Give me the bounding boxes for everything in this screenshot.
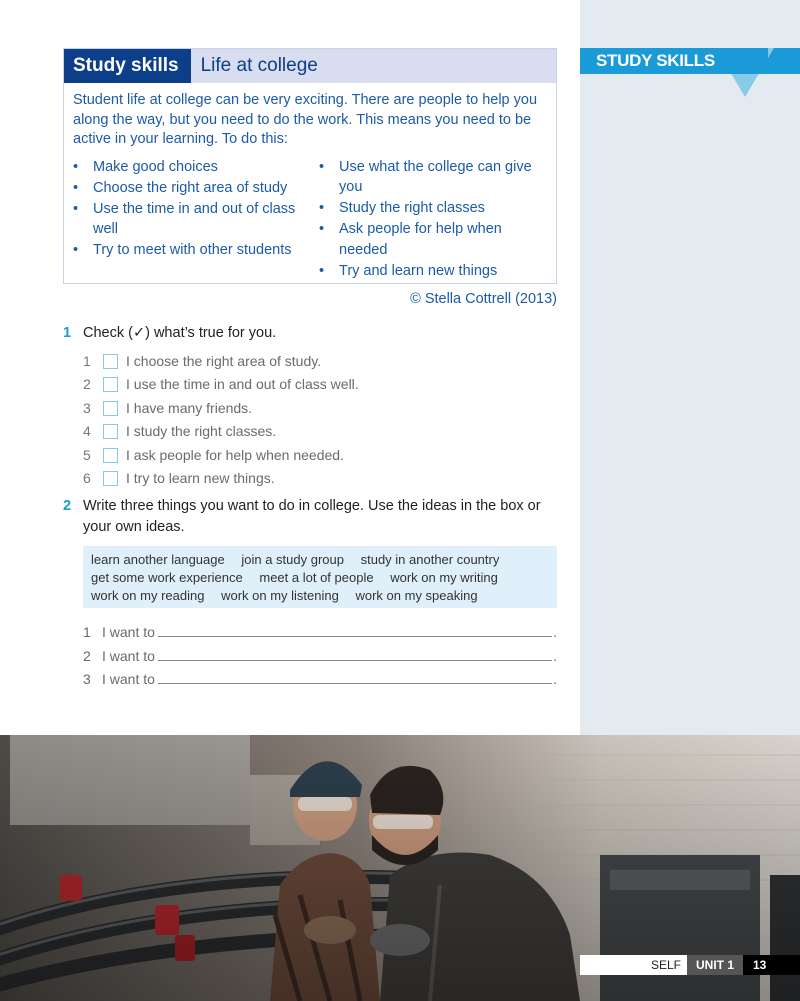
box-title: Study skills bbox=[64, 49, 191, 83]
item-text: I have many friends. bbox=[126, 400, 253, 416]
write-prompt bbox=[83, 667, 557, 687]
ideas-box bbox=[83, 546, 557, 608]
exercise-1-instruction: Check (✓) what’s true for you. bbox=[83, 325, 277, 341]
bullet-item: • Try and learn new things bbox=[319, 261, 543, 282]
answer-line[interactable] bbox=[158, 646, 552, 661]
write-prompt bbox=[83, 644, 557, 664]
idea-phrase: get some work experience bbox=[91, 570, 243, 585]
box-header bbox=[64, 49, 556, 83]
ideas-row bbox=[91, 551, 549, 569]
item-text: I choose the right area of study. bbox=[126, 353, 322, 369]
checkbox[interactable] bbox=[103, 377, 118, 392]
idea-phrase: study in another country bbox=[360, 552, 500, 567]
box-intro: Student life at college can be very exciting. There are people to help you along the way, but you need to do the work. This means you need to be active in your learning. To do this: bbox=[73, 92, 538, 147]
checklist-item bbox=[83, 374, 359, 394]
write-prompt bbox=[83, 620, 557, 640]
exercise-2-instruction: Write three things you want to do in college. Use the ideas in the box or your own ideas. bbox=[83, 498, 541, 535]
bullet-item: • Use the time in and out of class well bbox=[73, 199, 319, 240]
prompt-number: 1 bbox=[83, 624, 91, 640]
checkbox[interactable] bbox=[103, 448, 118, 463]
bullet-item: • Ask people for help when needed bbox=[319, 219, 543, 260]
checklist-item bbox=[83, 398, 252, 418]
checkbox[interactable] bbox=[103, 354, 118, 369]
bullet-item: • Choose the right area of study bbox=[73, 178, 319, 199]
bullet-item: • Make good choices bbox=[73, 157, 319, 178]
item-number: 4 bbox=[83, 423, 91, 439]
idea-phrase: work on my speaking bbox=[355, 588, 478, 603]
prompt-end: . bbox=[553, 671, 557, 687]
bullet-columns bbox=[73, 157, 548, 282]
bullet-item: • Study the right classes bbox=[319, 198, 543, 219]
bullet-item: • Try to meet with other students bbox=[73, 240, 319, 261]
checkbox[interactable] bbox=[103, 471, 118, 486]
ideas-row bbox=[91, 569, 549, 587]
bullet-item: • Use what the college can give you bbox=[319, 157, 543, 198]
item-text: I ask people for help when needed. bbox=[126, 447, 344, 463]
idea-phrase: join a study group bbox=[241, 552, 344, 567]
item-number: 5 bbox=[83, 447, 91, 463]
prompt-number: 3 bbox=[83, 671, 91, 687]
idea-phrase: work on my reading bbox=[91, 588, 205, 603]
prompt-stem: I want to bbox=[102, 648, 155, 664]
copyright-credit: © Stella Cottrell (2013) bbox=[410, 291, 557, 307]
idea-phrase: learn another language bbox=[91, 552, 225, 567]
exercise-2-number: 2 bbox=[63, 498, 72, 514]
section-tab: STUDY SKILLS bbox=[580, 48, 768, 74]
footer-section: SELF bbox=[580, 955, 687, 975]
prompt-stem: I want to bbox=[102, 671, 155, 687]
prompt-stem: I want to bbox=[102, 624, 155, 640]
item-number: 2 bbox=[83, 376, 91, 392]
footer-unit: UNIT 1 bbox=[687, 955, 743, 975]
prompt-number: 2 bbox=[83, 648, 91, 664]
idea-phrase: work on my listening bbox=[221, 588, 339, 603]
bullet-list-right bbox=[319, 157, 543, 282]
idea-phrase: work on my writing bbox=[390, 570, 498, 585]
side-panel bbox=[580, 0, 800, 735]
item-number: 6 bbox=[83, 470, 91, 486]
item-number: 1 bbox=[83, 353, 91, 369]
prompt-end: . bbox=[553, 648, 557, 664]
study-skills-box bbox=[63, 48, 557, 284]
item-text: I study the right classes. bbox=[126, 423, 277, 439]
idea-phrase: meet a lot of people bbox=[259, 570, 374, 585]
box-subtitle: Life at college bbox=[200, 55, 318, 76]
checklist-item bbox=[83, 468, 275, 488]
item-text: I try to learn new things. bbox=[126, 470, 275, 486]
item-text: I use the time in and out of class well. bbox=[126, 376, 359, 392]
prompt-end: . bbox=[553, 624, 557, 640]
answer-line[interactable] bbox=[158, 669, 552, 684]
page-number: 13 bbox=[743, 955, 800, 975]
checkbox[interactable] bbox=[103, 401, 118, 416]
page-footer bbox=[580, 955, 800, 975]
bullet-list-left bbox=[73, 157, 319, 282]
exercise-1-number: 1 bbox=[63, 325, 72, 341]
item-number: 3 bbox=[83, 400, 91, 416]
answer-line[interactable] bbox=[158, 622, 552, 637]
checklist-item bbox=[83, 421, 276, 441]
checklist-item bbox=[83, 445, 344, 465]
checklist-item bbox=[83, 351, 321, 371]
ideas-row bbox=[91, 587, 549, 605]
checkbox[interactable] bbox=[103, 424, 118, 439]
